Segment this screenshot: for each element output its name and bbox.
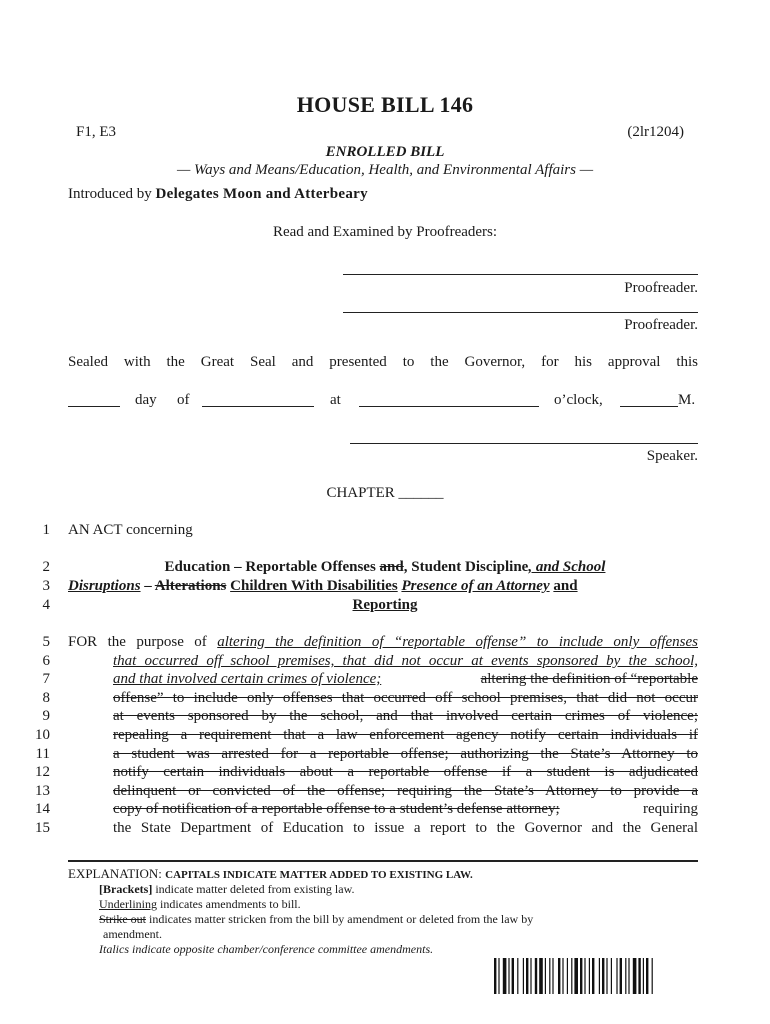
month-blank <box>202 392 314 407</box>
act-concerning: AN ACT concerning <box>68 522 193 538</box>
barcode-bar <box>599 958 600 994</box>
barcode-bar <box>552 958 553 994</box>
purpose-amended: and that involved certain crimes of violence; <box>113 671 382 687</box>
purpose-amended: altering the definition of “reportable offense” to include only offenses <box>217 634 698 650</box>
barcode-bar <box>620 958 622 994</box>
chapter-line: CHAPTER ______ <box>326 485 444 501</box>
title-text: Education – Reportable Offenses <box>164 559 380 575</box>
title-struck: Alterations <box>154 578 227 594</box>
barcode-image <box>494 958 680 994</box>
purpose-line-11: a student was arrested for a reportable offense; authorizing the State’s Attorney to <box>113 746 698 762</box>
line-number: 1 <box>42 522 50 538</box>
line-number: 9 <box>42 708 50 724</box>
barcode-bar <box>574 958 578 994</box>
barcode-bar <box>625 958 626 994</box>
barcode-bar <box>584 958 585 994</box>
explanation-line-5: amendment. <box>103 927 162 941</box>
purpose-text: FOR the purpose of <box>68 634 218 650</box>
barcode-bar <box>494 958 496 994</box>
explanation-line-3 <box>99 897 301 912</box>
line-number: 7 <box>42 671 50 687</box>
barcode-bar <box>508 958 509 994</box>
title-amended: and <box>553 578 578 594</box>
intro-prefix: Introduced by <box>68 186 152 202</box>
bill-title-line-4: Reporting <box>352 597 418 613</box>
proofreader-label-1: Proofreader. <box>624 280 698 296</box>
line-number: 8 <box>42 690 50 706</box>
bill-title-line-3 <box>68 578 698 595</box>
line-number: 14 <box>35 801 50 817</box>
purpose-line-7 <box>113 671 698 688</box>
sponsors: Delegates Moon and Atterbeary <box>155 186 368 202</box>
explanation-line-4 <box>99 912 533 927</box>
underlining-word: Underlining <box>99 897 157 911</box>
barcode-bar <box>517 958 518 994</box>
barcode-bar <box>589 958 590 994</box>
m-word: M. <box>678 392 696 408</box>
title-text: , Student Discipline <box>403 559 529 575</box>
line-number: 10 <box>35 727 50 743</box>
strike-word: Strike out <box>99 912 146 926</box>
title-amended: Disruptions <box>68 578 141 594</box>
committees-line: — Ways and Means/Education, Health, and Environmental Affairs — <box>176 162 594 178</box>
barcode-bar <box>526 958 528 994</box>
drafting-number: (2lr1204) <box>627 124 684 140</box>
subject-codes: F1, E3 <box>76 124 117 140</box>
explanation-line-6: Italics indicate opposite chamber/conference committee amendments. <box>99 942 434 956</box>
barcode-bar <box>523 958 524 994</box>
proofreaders-heading: Read and Examined by Proofreaders: <box>272 224 498 240</box>
barcode-bar <box>580 958 582 994</box>
explanation-line-1 <box>68 866 473 882</box>
ampm-blank <box>620 392 678 407</box>
barcode-bar <box>512 958 514 994</box>
proofreader-signature-line-1 <box>343 274 698 275</box>
barcode-bar <box>558 958 560 994</box>
explanation-label: EXPLANATION: <box>68 866 162 881</box>
barcode-bar <box>652 958 653 994</box>
at-word: at <box>330 392 341 408</box>
barcode-bar <box>643 958 644 994</box>
title-struck: and <box>379 559 404 575</box>
footer-rule <box>68 860 698 862</box>
barcode-bar <box>571 958 572 994</box>
bill-title-line-2 <box>0 559 770 576</box>
barcode-bar <box>498 958 499 994</box>
purpose-line-13: delinquent or convicted of the offense; requiring the State’s Attorney to provide a <box>113 783 698 799</box>
purpose-text: requiring <box>643 801 698 817</box>
barcode-bar <box>628 958 629 994</box>
purpose-line-9: at events sponsored by the school, and that involved certain crimes of violence; <box>113 708 698 724</box>
brackets-word: [Brackets] <box>99 882 153 896</box>
speaker-label: Speaker. <box>646 448 698 464</box>
line-number: 12 <box>35 764 50 780</box>
line-number: 13 <box>35 783 50 799</box>
barcode-bar <box>611 958 612 994</box>
strike-text: indicates matter stricken from the bill by amendment or deleted from the law by <box>146 912 534 926</box>
purpose-line-12: notify certain individuals about a reportable offense if a student is adjudicated <box>113 764 698 780</box>
title-amended: Presence of an Attorney <box>401 578 550 594</box>
time-blank <box>359 392 539 407</box>
barcode-bar <box>616 958 617 994</box>
purpose-line-10: repealing a requirement that a law enforcement agency notify certain individuals if <box>113 727 698 743</box>
sealed-statement: Sealed with the Great Seal and presented to the Governor, for his approval this <box>68 354 698 370</box>
barcode-bar <box>503 958 507 994</box>
barcode-bar <box>530 958 531 994</box>
title-text: – <box>140 578 155 594</box>
barcode-bar <box>606 958 607 994</box>
purpose-struck: copy of notification of a reportable offense to a student’s defense attorney; <box>113 801 560 817</box>
purpose-line-14 <box>113 801 698 818</box>
line-number: 5 <box>42 634 50 650</box>
line-number: 2 <box>42 559 50 575</box>
day-word: day <box>135 392 157 408</box>
barcode-bar <box>567 958 568 994</box>
barcode-bar <box>638 958 640 994</box>
barcode-bar <box>633 958 637 994</box>
explanation-line-2 <box>99 882 354 897</box>
introduced-by <box>68 186 368 203</box>
underlining-text: indicates amendments to bill. <box>157 897 301 911</box>
proofreader-label-2: Proofreader. <box>624 317 698 333</box>
enrolled-label: ENROLLED BILL <box>325 144 445 160</box>
line-number: 4 <box>42 597 50 613</box>
purpose-line-15: the State Department of Education to issue a report to the Governor and the General <box>113 820 698 836</box>
proofreader-signature-line-2 <box>343 312 698 313</box>
line-number: 6 <box>42 653 50 669</box>
barcode-bar <box>602 958 604 994</box>
barcode-bar <box>545 958 546 994</box>
barcode-bar <box>535 958 537 994</box>
brackets-text: indicate matter deleted from existing law. <box>152 882 355 896</box>
barcode-bar <box>646 958 648 994</box>
oclock-word: o’clock, <box>554 392 603 408</box>
line-number: 15 <box>35 820 50 836</box>
title-struck: Children With Disabilities <box>230 578 398 594</box>
barcode-bar <box>592 958 594 994</box>
day-blank <box>68 392 120 407</box>
explanation-caps: CAPITALS INDICATE MATTER ADDED TO EXISTING LAW. <box>165 869 473 881</box>
barcode-bar <box>562 958 563 994</box>
title-amended: , and School <box>528 559 606 575</box>
line-number: 3 <box>42 578 50 594</box>
barcode-bar <box>539 958 543 994</box>
line-number: 11 <box>35 746 50 762</box>
purpose-line-6: that occurred off school premises, that did not occur at events sponsored by the school, <box>113 653 698 669</box>
purpose-line-5 <box>68 634 698 651</box>
of-word: of <box>177 392 190 408</box>
purpose-line-8: offense” to include only offenses that occurred off school premises, that did not occur <box>113 690 698 706</box>
purpose-struck: altering the definition of “reportable <box>480 671 698 687</box>
bill-title: HOUSE BILL 146 <box>296 92 474 117</box>
barcode-bar <box>549 958 550 994</box>
speaker-signature-line <box>350 443 698 444</box>
